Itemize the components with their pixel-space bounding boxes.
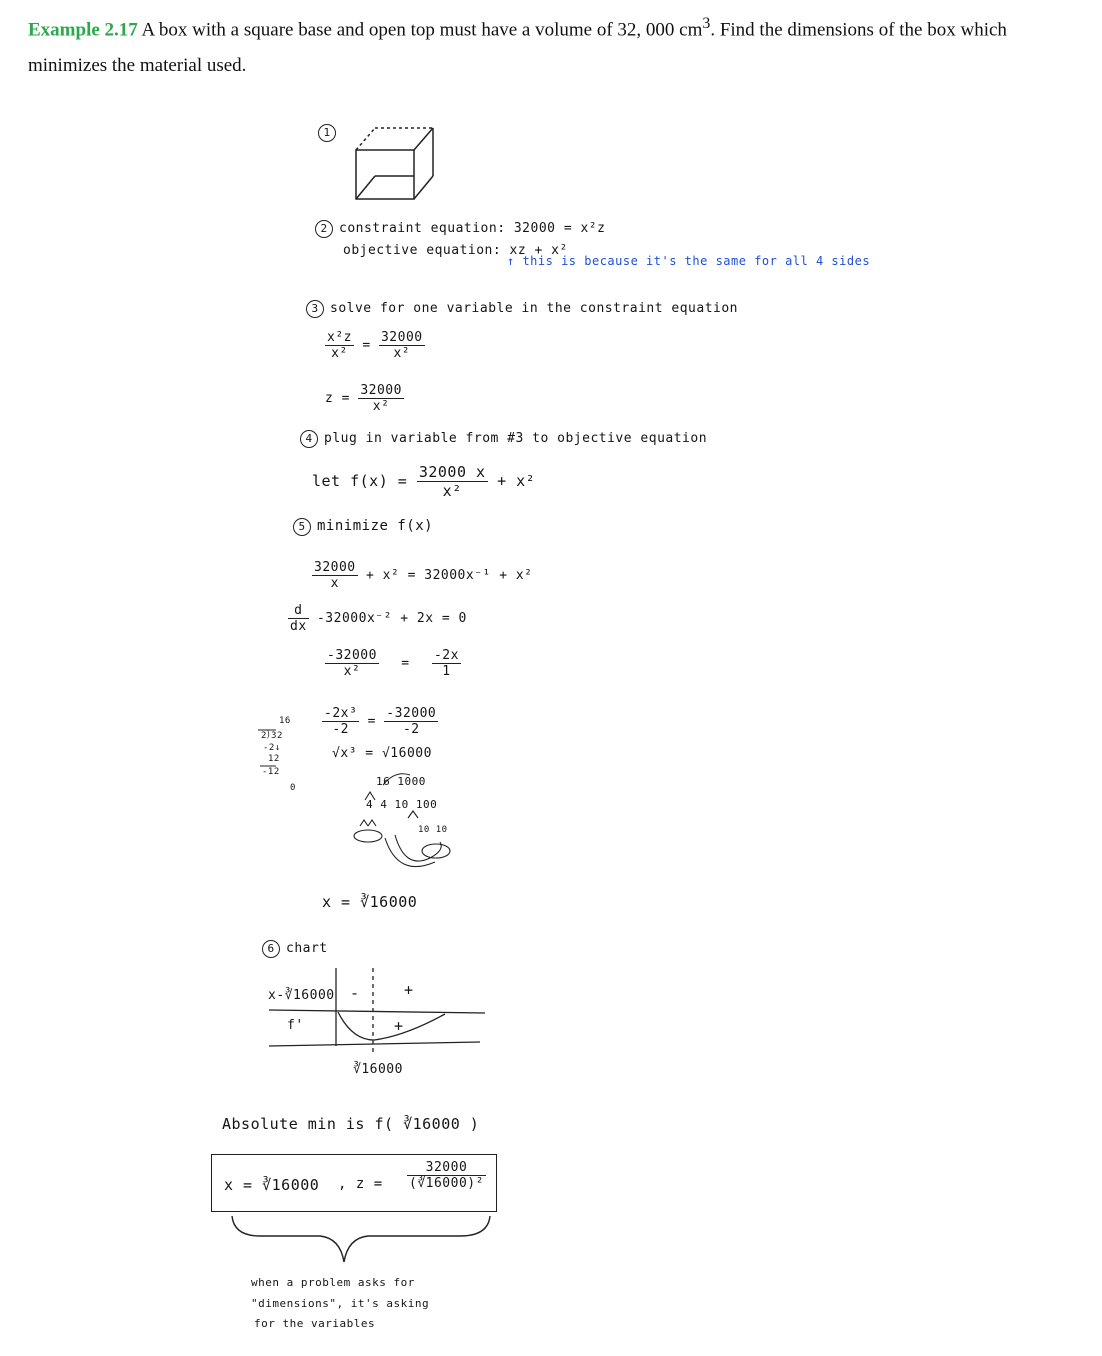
- l3-rden: 1: [442, 664, 451, 679]
- l3-num: -32000: [327, 648, 377, 663]
- factor-tree-2: 4 4 10 100: [366, 798, 438, 811]
- lhs-den: x²: [331, 346, 348, 361]
- side-div-5: -12: [262, 767, 280, 777]
- step-6-title: [262, 940, 328, 958]
- rhs-num: 32000: [380, 330, 423, 345]
- chart-minus: -: [350, 984, 360, 1002]
- l4-num: -2x³: [324, 706, 358, 721]
- l4-rden: -2: [402, 722, 420, 737]
- step-number-1: 1: [318, 124, 336, 142]
- chart-plus-2: +: [394, 1017, 404, 1035]
- rhs-den: x²: [393, 346, 411, 361]
- step-5-derivative: [288, 603, 467, 634]
- step-number-4: 4: [300, 430, 318, 448]
- l3-eq: =: [401, 656, 410, 671]
- note-line-2: "dimensions", it's asking: [251, 1297, 430, 1310]
- objective-equation: objective equation: xz + x²: [343, 243, 568, 258]
- answer-z: [407, 1160, 486, 1191]
- constraint-equation: constraint equation: 32000 = x²z: [339, 221, 606, 236]
- cm-superscript: 3: [702, 15, 711, 32]
- step-5-text: minimize f(x): [317, 518, 434, 534]
- z-answer-den: (∛16000)²: [409, 1176, 484, 1191]
- z-answer-num: 32000: [407, 1160, 486, 1176]
- l4-den: -2: [332, 722, 349, 737]
- step-3-z: [325, 383, 404, 414]
- note-line-3: for the variables: [254, 1317, 376, 1330]
- side-div-6: 0: [290, 783, 296, 793]
- side-div-3: -2↓: [263, 743, 281, 753]
- note-line-1: when a problem asks for: [251, 1276, 415, 1289]
- step-5-title: [293, 518, 433, 536]
- sign-chart-lines: [269, 968, 485, 1052]
- problem-text-b: . Find the dimensions of the box which minimizes the material used.: [28, 19, 1007, 77]
- let-f: let f(x) =: [312, 472, 408, 490]
- factor-tree-3: 10 10: [418, 825, 448, 835]
- equals: =: [362, 338, 371, 353]
- z-den: x²: [372, 399, 390, 414]
- answer-x: x = ∛16000: [224, 1176, 320, 1194]
- step-number-2: 2: [315, 220, 333, 238]
- curly-brace: [232, 1216, 490, 1262]
- f-tail: + x²: [497, 472, 536, 490]
- f-num: 32000 x: [418, 463, 486, 481]
- side-div-1: 16: [279, 716, 291, 726]
- step-4-text: plug in variable from #3 to objective equation: [324, 431, 708, 446]
- step-number-3: 3: [306, 300, 324, 318]
- side-div-4: 12: [268, 754, 280, 764]
- l1-num: 32000: [314, 560, 356, 575]
- derivative-eq: -32000x⁻² + 2x = 0: [316, 611, 467, 626]
- step-3-title: [306, 300, 738, 318]
- step-4-function: [312, 463, 535, 500]
- step-number-5: 5: [293, 518, 311, 536]
- l3-den: x²: [343, 664, 361, 679]
- step-5-line3: [325, 648, 461, 679]
- x-solution: x = ∛16000: [322, 893, 418, 911]
- l4-rnum: -32000: [386, 706, 437, 721]
- chart-plus-1: +: [404, 981, 414, 999]
- step-3-division: [325, 330, 425, 361]
- l1-tail: + x² = 32000x⁻¹ + x²: [365, 568, 533, 583]
- step-6-text: chart: [286, 941, 328, 956]
- step-1: [318, 124, 342, 142]
- chart-critical-point: ∛16000: [353, 1062, 403, 1077]
- problem-text-a: A box with a square base and open top must have a volume of 32, 000 cm: [141, 19, 703, 41]
- factor-tree-1: 16 1000: [376, 775, 426, 788]
- chart-row-1-label: x-∛16000: [268, 988, 335, 1003]
- l1-den: x: [330, 576, 339, 591]
- step-5-line4: [322, 706, 438, 737]
- side-div-2: 2⟌32: [261, 731, 283, 741]
- l4-eq: =: [367, 714, 376, 729]
- step-5-line1: [312, 560, 533, 591]
- z-equals: z =: [325, 391, 350, 406]
- step-2: [315, 220, 605, 238]
- chart-row-2-label: f': [287, 1018, 304, 1033]
- lhs-num: x²z: [327, 330, 352, 345]
- d-den: dx: [290, 619, 307, 634]
- step-3-text: solve for one variable in the constraint equation: [330, 301, 739, 316]
- blue-note: ↑ this is because it's the same for all 4 sides: [507, 254, 871, 268]
- example-label: Example 2.17: [28, 19, 138, 41]
- z-num: 32000: [360, 383, 402, 398]
- answer-sep: , z =: [338, 1176, 383, 1192]
- box-sketch: [356, 128, 433, 199]
- l3-rnum: -2x: [433, 648, 459, 663]
- step-number-6: 6: [262, 940, 280, 958]
- step-5-sqrt: √x³ = √16000: [332, 746, 432, 761]
- step-4-title: [300, 430, 707, 448]
- f-den: x²: [442, 482, 462, 500]
- d-num: d: [288, 603, 309, 619]
- absolute-min: Absolute min is f( ∛16000 ): [222, 1115, 480, 1133]
